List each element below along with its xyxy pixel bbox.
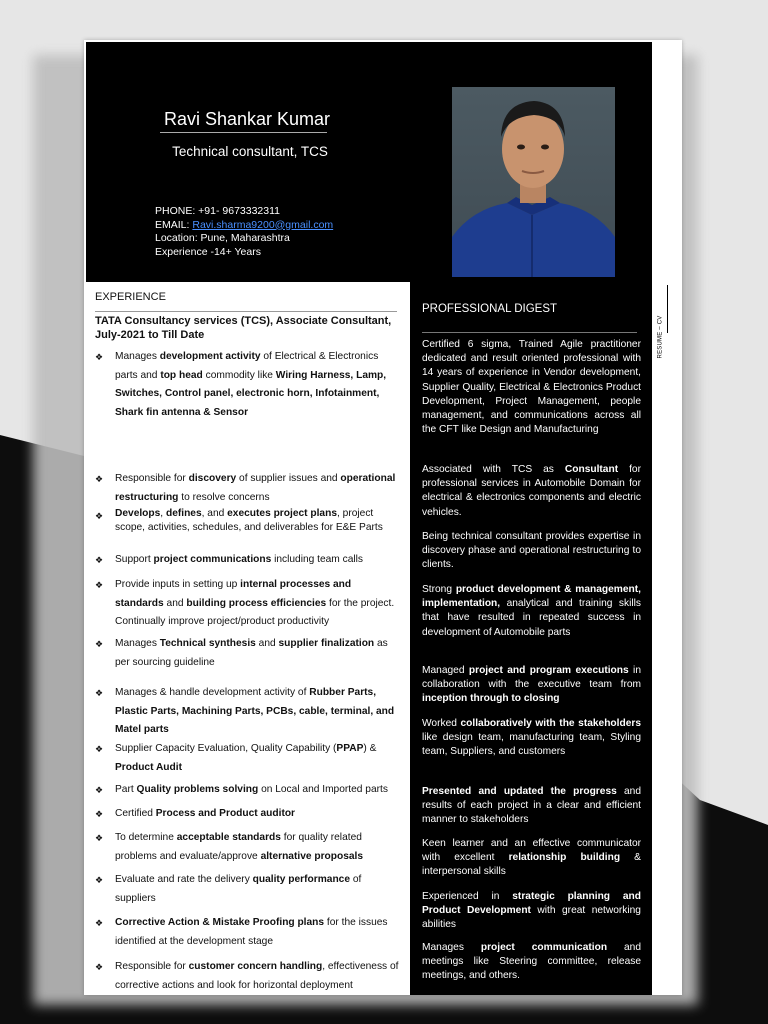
experience-years-text: Experience -14+ Years	[155, 245, 261, 258]
email-line	[155, 219, 333, 233]
experience-item-text: Evaluate and rate the delivery quality performance of suppliers	[115, 874, 362, 904]
experience-item-text: Provide inputs in setting up internal processes and standards and building process efficiencies for the project. Continually improve project/product productivity	[115, 579, 395, 628]
experience-item-text: Develops, defines, and executes project plans, project scope, activities, schedules, and deliverables for E&E Parts	[115, 508, 383, 533]
experience-item	[95, 635, 401, 672]
bullet-icon: ❖	[95, 555, 104, 565]
digest-paragraph: Manages project communication and meetings like Steering committee, release meetings, and others.	[422, 942, 642, 982]
side-strip	[652, 40, 682, 995]
digest-paragraph: Strong product development & management, implementation, analytical and training skills that have resulted in repeated success in development of Automobile parts	[422, 584, 641, 638]
experience-item	[95, 958, 401, 995]
digest-heading: PROFESSIONAL DIGEST	[422, 303, 558, 315]
bullet-icon: ❖	[95, 688, 104, 698]
bullet-icon: ❖	[95, 352, 104, 362]
profile-photo	[452, 87, 615, 277]
experience-item	[95, 348, 401, 423]
experience-item-text: Manages Technical synthesis and supplier finalization as per sourcing guideline	[115, 638, 388, 668]
side-label-box	[657, 310, 677, 370]
digest-paragraph: Experienced in strategic planning and Product Development with great networking abilities	[422, 891, 641, 931]
experience-item-text: To determine acceptable standards for quality related problems and evaluate/approve alternative proposals	[115, 832, 364, 862]
digest-paragraph: Worked collaboratively with the stakeholders like design team, manufacturing team, Styling team, Suppliers, and customers	[422, 718, 642, 758]
experience-item	[95, 740, 401, 777]
digest-paragraph: Managed project and program executions in collaboration with the executive team from inception through to closing	[422, 665, 641, 705]
name-underline	[160, 132, 327, 133]
bullet-icon: ❖	[95, 785, 104, 795]
email-label: EMAIL:	[155, 218, 193, 231]
company-heading: TATA Consultancy services (TCS), Associate Consultant, July-2021 to Till Date	[95, 315, 392, 341]
phone-text: PHONE: +91- 9673332311	[155, 205, 281, 217]
experience-item-text: Certified Process and Product auditor	[115, 808, 296, 819]
experience-item	[95, 576, 401, 632]
contact-block	[155, 205, 333, 259]
experience-item	[95, 914, 401, 951]
experience-item-text: Part Quality problems solving on Local and Imported parts	[115, 784, 388, 795]
experience-item	[95, 470, 401, 507]
experience-item	[95, 871, 401, 908]
bullet-icon: ❖	[95, 580, 104, 590]
email-link[interactable]: Ravi.sharma9200@gmail.com	[192, 218, 334, 231]
experience-rule	[95, 311, 397, 312]
experience-item-text: Responsible for discovery of supplier issues and operational restructuring to resolve concerns	[115, 473, 396, 503]
digest-paragraph: Certified 6 sigma, Trained Agile practitioner dedicated and result oriented professional with 14 years of experience in Vendor development, Supplier Quality, Electrical & Electronics Product Development, Project Management, people management, and communications across all the CFT like Design and Manufacturing	[422, 339, 641, 436]
digest-paragraph: Associated with TCS as Consultant for professional services in Automobile Domain for electrical & electronics components and electric vehicles.	[422, 464, 641, 518]
experience-item-text: Support project communications including team calls	[115, 554, 363, 565]
resume-document	[84, 40, 682, 995]
experience-item	[95, 551, 401, 570]
experience-item-text: Supplier Capacity Evaluation, Quality Capability (PPAP) & Product Audit	[115, 743, 377, 773]
candidate-role: Technical consultant, TCS	[172, 144, 328, 159]
bullet-icon: ❖	[95, 639, 104, 649]
experience-item-text: Responsible for customer concern handling, effectiveness of corrective actions and look for horizontal deployment	[115, 961, 399, 991]
bullet-icon: ❖	[95, 474, 104, 484]
bullet-icon: ❖	[95, 833, 104, 843]
bullet-icon: ❖	[95, 511, 104, 521]
bullet-icon: ❖	[95, 962, 104, 972]
bullet-icon: ❖	[95, 744, 104, 754]
experience-item-text: Manages & handle development activity of Rubber Parts, Plastic Parts, Machining Parts, PCBs, cable, terminal, and Matel parts	[115, 687, 395, 736]
experience-item-text: Corrective Action & Mistake Proofing plans for the issues identified at the development stage	[115, 917, 388, 947]
experience-item-text: Manages development activity of Electrical & Electronics parts and top head commodity like Wiring Harness, Lamp, Switches, Control panel, electronic horn, Infotainment, Shark fin antenna & Sensor	[115, 351, 387, 419]
digest-paragraph: Being technical consultant provides expertise in discovery phase and operational restructuring to clients.	[422, 531, 641, 571]
digest-paragraph: Keen learner and an effective communicator with excellent relationship building & interpersonal skills	[422, 838, 641, 878]
experience-heading: EXPERIENCE	[95, 291, 166, 303]
experience-item	[95, 781, 401, 800]
experience-item	[95, 507, 401, 535]
experience-item	[95, 684, 401, 740]
digest-rule	[422, 332, 637, 333]
digest-paragraph: Presented and updated the progress and results of each project in a clear and efficient manner to stakeholders	[422, 786, 642, 826]
bullet-icon: ❖	[95, 875, 104, 885]
side-label: RESUME – CV	[657, 315, 664, 359]
location-text: Location: Pune, Maharashtra	[155, 232, 290, 244]
bullet-icon: ❖	[95, 809, 104, 819]
experience-item	[95, 829, 401, 866]
experience-item	[95, 805, 401, 824]
bullet-icon: ❖	[95, 918, 104, 928]
candidate-name: Ravi Shankar Kumar	[163, 109, 331, 129]
